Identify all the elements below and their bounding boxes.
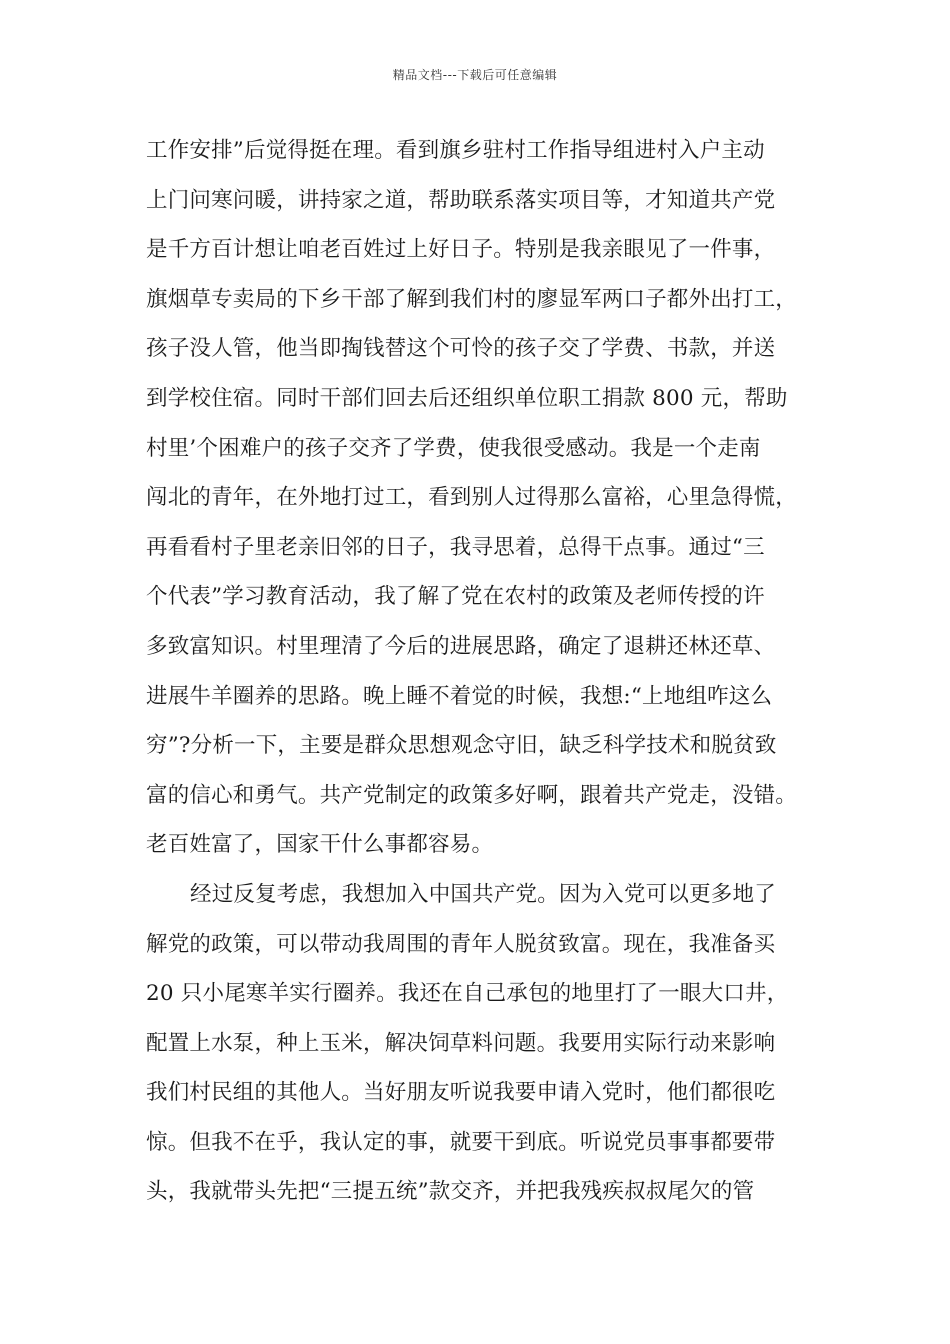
text-line: 工作安排”后觉得挺在理。看到旗乡驻村工作指导组进村入户主动 (146, 138, 765, 163)
text-line: 老百姓富了，国家干什么事都容易。 (146, 832, 494, 858)
text-line: 孩子没人管，他当即掏钱替这个可怜的孩子交了学费、书款，并送 (146, 336, 776, 362)
text-line: 解党的政策，可以带动我周围的青年人脱贫致富。现在，我准备买 (146, 931, 776, 957)
text-line: 穷”?分析一下，主要是群众思想观念守旧，缺乏科学技术和脱贫致 (146, 733, 777, 759)
text-line: 多致富知识。村里理清了今后的进展思路，确定了退耕还林还草、 (146, 633, 776, 659)
paragraph-start-line: 经过反复考虑，我想加入中国共产党。因为入党可以更多地了 (190, 881, 776, 907)
document-body (146, 126, 810, 1217)
text-line: 再看看村子里老亲旧邻的日子，我寻思着，总得干点事。通过“三 (146, 534, 765, 560)
text-line: 富的信心和勇气。共产党制定的政策多好啊，跟着共产党走，没错。 (146, 782, 798, 808)
text-line: 村里’个困难户的孩子交齐了学费，使我很受感动。我是一个走南 (146, 435, 761, 461)
text-line: 配置上水泵，种上玉米，解决饲草料问题。我要用实际行动来影响 (146, 1030, 776, 1056)
text-line: 上门问寒问暖，讲持家之道，帮助联系落实项目等，才知道共产党 (146, 187, 776, 213)
text-line: 惊。但我不在乎，我认定的事，就要干到底。听说党员事事都要带 (146, 1129, 776, 1155)
text-line: 20 只小尾寒羊实行圈养。我还在自己承包的地里打了一眼大口井， (146, 981, 789, 1007)
text-line: 是千方百计想让咱老百姓过上好日子。特别是我亲眼见了一件事， (146, 237, 776, 263)
text-line: 闯北的青年，在外地打过工，看到别人过得那么富裕，心里急得慌， (146, 485, 798, 511)
text-line: 进展牛羊圈养的思路。晚上睡不着觉的时候，我想:“上地组咋这么 (146, 683, 773, 709)
text-line: 我们村民组的其他人。当好朋友听说我要申请入党时，他们都很吃 (146, 1080, 776, 1106)
text-line: 头，我就带头先把“三提五统”款交齐，并把我残疾叔叔尾欠的管 (146, 1179, 755, 1205)
text-line: 个代表”学习教育活动，我了解了党在农村的政策及老师传授的许 (146, 584, 765, 610)
text-line: 旗烟草专卖局的下乡干部了解到我们村的廖显军两口子都外出打工， (146, 286, 798, 312)
page-header: 精品文档---下载后可任意编辑 (392, 68, 558, 82)
text-line: 到学校住宿。同时干部们回去后还组织单位职工捐款 800 元，帮助 (146, 385, 788, 411)
